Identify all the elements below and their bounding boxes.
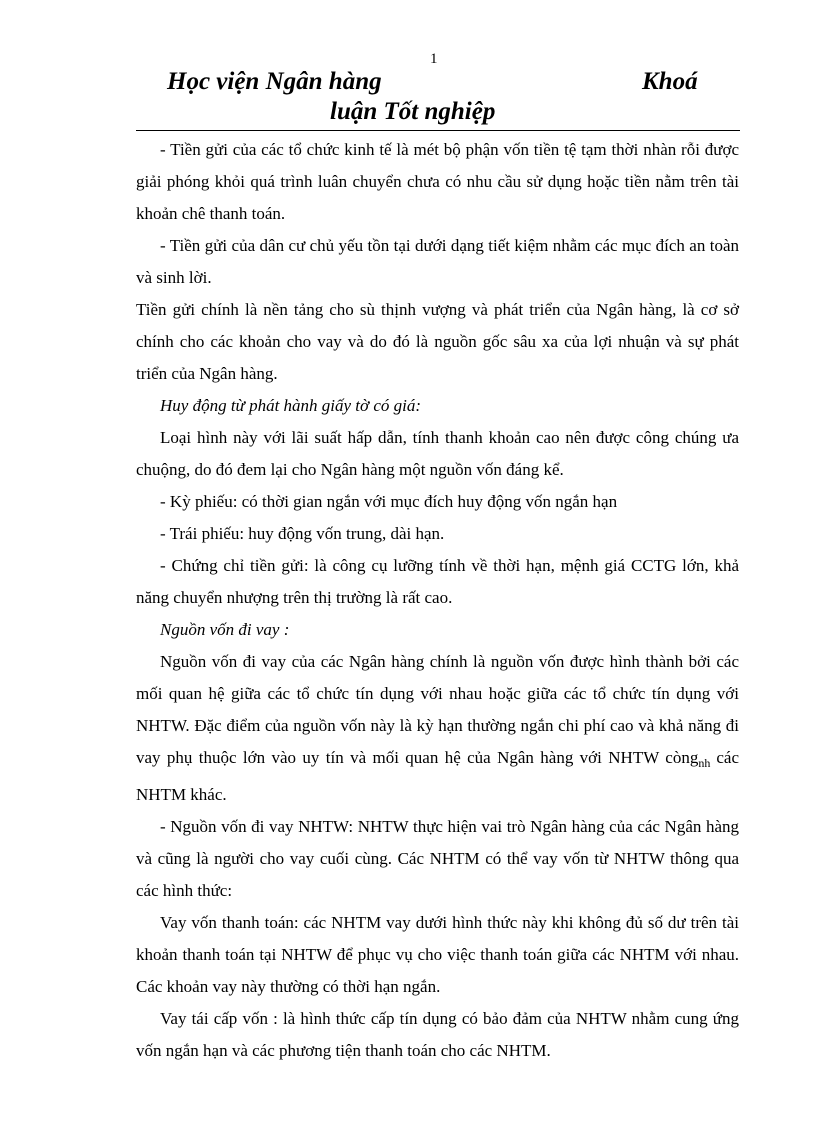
paragraph	[136, 646, 739, 811]
page-number: 1	[430, 51, 438, 67]
paragraph: - Chứng chỉ tiền gửi: là công cụ lưỡng tính về thời hạn, mệnh giá CCTG lớn, khả năng chuyển nhượng trên thị trường là rất cao.	[136, 556, 739, 607]
paragraph: Vay vốn thanh toán: các NHTM vay dưới hình thức này khi không đủ số dư trên tài khoản thanh toán tại NHTW để phục vụ cho việc thanh toán giữa các NHTM với nhau. Các khoản vay này thường có thời hạn ngắn.	[136, 913, 739, 996]
paragraph: Tiền gửi chính là nền tảng cho sù thịnh vượng và phát triển của Ngân hàng, là cơ sở chính cho các khoản cho vay và do đó là nguồn gốc sâu xa của lợi nhuận và sự phát triển của Ngân hàng.	[136, 300, 739, 383]
header-divider	[136, 130, 740, 131]
paragraph: - Nguồn vốn đi vay NHTW: NHTW thực hiện vai trò Ngân hàng của các Ngân hàng và cũng là người cho vay cuối cùng. Các NHTM có thể vay vốn từ NHTW thông qua các hình thức:	[136, 817, 739, 900]
paragraph: Vay tái cấp vốn : là hình thức cấp tín dụng có bảo đảm của NHTW nhằm cung ứng vốn ngắn hạn và các phương tiện thanh toán cho các NHTM.	[136, 1009, 739, 1060]
paragraph-text: các NHTM khác.	[136, 748, 739, 804]
header-institution: Học viện Ngân hàng	[167, 68, 382, 95]
header-thesis: luận Tốt nghiệp	[330, 98, 496, 125]
section-heading: Huy động từ phát hành giấy tờ có giá:	[160, 396, 422, 415]
subscript-fragment: nh	[698, 756, 711, 770]
paragraph: Loại hình này với lãi suất hấp dẫn, tính thanh khoản cao nên được công chúng ưa chuộng, do đó đem lại cho Ngân hàng một nguồn vốn đáng kể.	[136, 428, 739, 479]
document-body	[136, 134, 739, 1067]
header-khoa: Khoá	[642, 68, 698, 95]
paragraph: - Tiền gửi của dân cư chủ yếu tồn tại dưới dạng tiết kiệm nhằm các mục đích an toàn và sinh lời.	[136, 236, 739, 287]
page-header	[0, 68, 816, 132]
paragraph: - Trái phiếu: huy động vốn trung, dài hạn.	[160, 524, 445, 543]
paragraph: - Tiền gửi của các tổ chức kinh tế là mét bộ phận vốn tiền tệ tạm thời nhàn rỗi được giải phóng khỏi quá trình luân chuyển chưa có nhu cầu sử dụng hoặc tiền nằm trên tài khoản chê thanh toán.	[136, 140, 739, 223]
section-heading: Nguồn vốn đi vay :	[160, 620, 290, 639]
paragraph: - Kỳ phiếu: có thời gian ngắn với mục đích huy động vốn ngắn hạn	[160, 492, 618, 511]
paragraph-text: Nguồn vốn đi vay của các Ngân hàng chính là nguồn vốn được hình thành bởi các mối quan hệ giữa các tổ chức tín dụng với nhau hoặc giữa các tổ chức tín dụng với NHTW. Đặc điểm của nguồn vốn này là kỳ hạn thường ngắn chi phí cao và khả năng đi vay phụ thuộc lớn vào uy tín và mối quan hệ của Ngân hàng với NHTW còng	[136, 652, 739, 767]
